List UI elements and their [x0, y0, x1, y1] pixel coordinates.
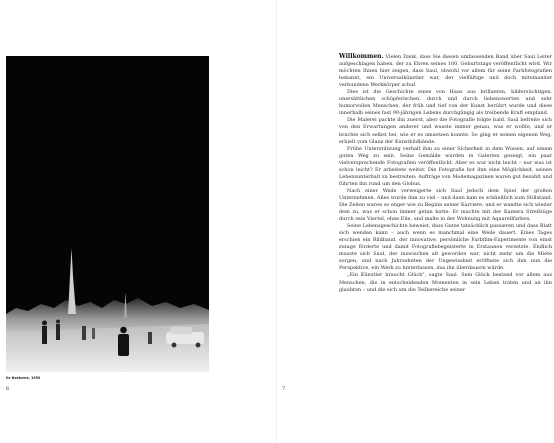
photo-caption: Ile Nocturne, 1950 — [6, 376, 41, 380]
paragraph: Frühe Unterstützung verhalf ihm zu einer Sicherheit in dem Wissen, auf einem guten Weg zu sein. Seine Gemälde wurden in Galerien gezeigt, ein paar vielversprechende Fotografien veröffentlicht. Aber es war nicht leicht – nur was ist schon leicht? Er arbeitete weiter. Die Fotografie bot ihm eine Möglichkeit, seinen Lebensunterhalt zu bestreiten: Aufträge von Modemagazinen waren gut bezahlt und führten ihn rund um den Globus. — [339, 145, 552, 187]
body-text — [339, 53, 552, 294]
paragraph: Die Malerei packte ihn zuerst, aber die Fotografie folgte bald. Saul befreite sich von den Erwartungen anderer und wusste immer genau, was er wollte, und er brachte sich selbst bei, wie er es umsetzen konnte. So ging er seinen eigenen Weg, erhielt vom Glanz der Kunstbildbände. — [339, 117, 552, 145]
paragraph: Dies ist die Geschichte eines von Haus aus brillanten, bildersüchtigen, unersättlichen schöpferischen, durch und durch liebenswerten und sehr humorvollen Menschen, der früh und tief von der Kunst berührt wurde und diese innerhalb seines fast 90-jährigen Lebens durchgängig als treibende Kraft empfand. — [339, 89, 552, 117]
paragraph: Nach einer Weile verweigerte sich Saul jedoch dem Spiel der großen Unternehmen. Alles wurde ihm zu viel – und dann kam es schließlich zum Stillstand. Die Zeiten waren so enger wie zu Beginn seiner Karriere, und er wandte sich wieder dem zu, was er schon immer getan hatte: Er machte mit der Kamera Streifzüge durch sein Viertel, ohne Eile, und malte in der Wohnung mit Aquarellfarben. — [339, 187, 552, 223]
night-snow-photograph — [6, 56, 209, 372]
page-number-right: 7 — [282, 386, 286, 392]
page-gutter — [276, 0, 277, 443]
intro-paragraph — [339, 53, 552, 89]
paragraph: „Ein Künstler braucht Glück", sagte Saul. Sein Glück bestand vor allem aus Menschen, die in entscheidenden Momenten in sein Leben traten und an ihn glaubten – und die sich um die Teilbereiche seiner — [339, 272, 552, 293]
photograph-image — [6, 56, 209, 372]
intro-text: Vielen Dank, dass Sie diesen umfassenden Band über Saul Leiter aufgeschlagen haben, der zu Ehren seines 100. Geburtstags veröffentlicht wird. Wir möchten Ihnen hier zeigen, dass Saul, obwohl vor allem für seine Farbfotografien bekannt, ein Universalkünstler war, der vielfältige und doch miteinander verbundene Werkkörper schuf. — [339, 54, 552, 89]
lead-word: Willkommen. — [339, 53, 384, 60]
page-number-left: 6 — [6, 386, 10, 392]
paragraph: Seine Lebensgeschichte beweist, dass Gutes tatsächlich passieren und dass Blatt sich wenden kann – auch wenn es manchmal eine Weile dauert. Eines Tages erschien ein Bildband, der innovative, persönliche Farbfilm-Experimente von einst zutage förderte und damit Fotografiebegeisterte in Erstaunen versetzte. Endlich musste sich Saul, der inzwischen alt geworden war, nicht mehr um die Miete sorgen, und nach Jahrzehnten der Ungewissheit eröffnete sich ihm nun die Perspektive, ein Werk zu hinterlassen, das ihn überdauern würde. — [339, 223, 552, 272]
